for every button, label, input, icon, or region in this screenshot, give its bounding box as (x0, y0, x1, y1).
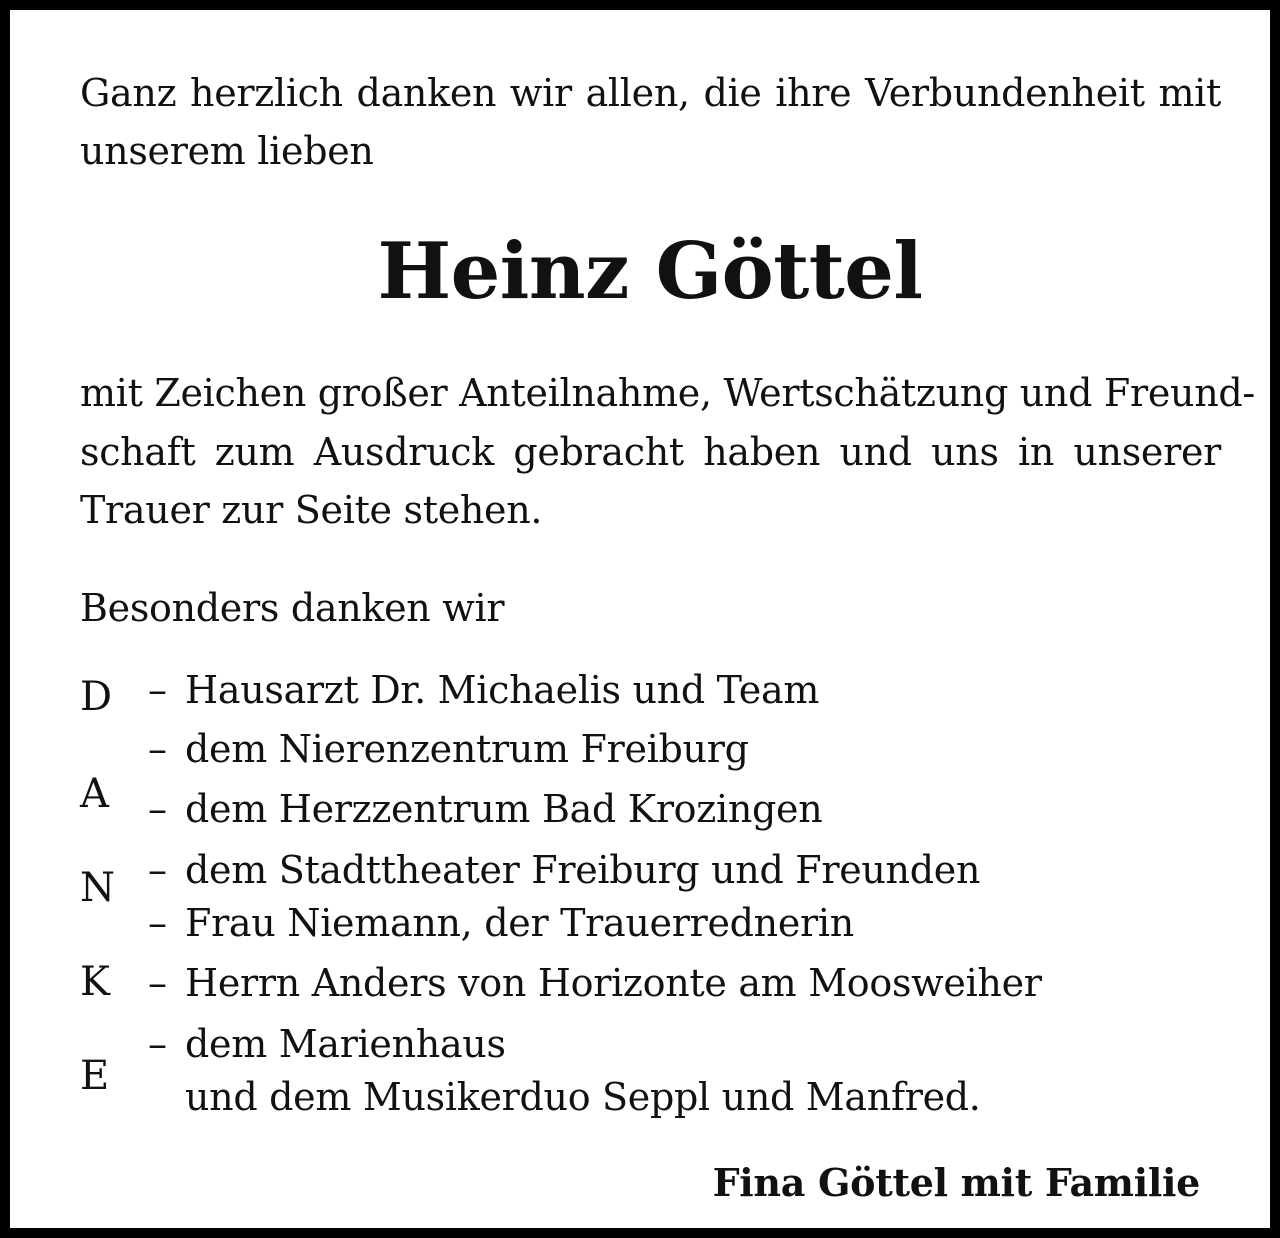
danke-letter-d: D (80, 674, 113, 720)
deceased-name: Heinz Göttel (377, 226, 923, 317)
list-dash: – (148, 727, 167, 771)
danke-letter-n: N (80, 865, 115, 911)
danke-letter-k: K (80, 959, 110, 1005)
body-line-3: Trauer zur Seite stehen. (80, 488, 543, 532)
thanks-item: Herrn Anders von Horizonte am Moosweiher (185, 961, 1042, 1005)
intro-line-1: Ganz herzlich danken wir allen, die ihre Verbundenheit mit (80, 71, 1221, 115)
thanks-heading: Besonders danken wir (80, 586, 505, 630)
danke-letter-e: E (80, 1053, 110, 1099)
list-dash: – (148, 961, 167, 1005)
thanks-item: dem Nierenzentrum Freiburg (185, 727, 749, 771)
thanks-item: Hausarzt Dr. Michaelis und Team (185, 668, 820, 712)
thanks-item: dem Stadttheater Freiburg und Freunden (185, 848, 981, 892)
list-dash: – (148, 1022, 167, 1066)
thanks-item: dem Marienhaus (185, 1022, 506, 1066)
intro-line-2: unserem lieben (80, 129, 374, 173)
list-dash: – (148, 848, 167, 892)
thanks-item-continuation: und dem Musikerduo Seppl und Manfred. (185, 1075, 981, 1119)
body-line-1: mit Zeichen großer Anteilnahme, Wertschätzung und Freund- (80, 371, 1255, 415)
body-line-2: schaft zum Ausdruck gebracht haben und uns in unserer (80, 430, 1221, 474)
danke-letter-a: A (80, 771, 109, 817)
list-dash: – (148, 901, 167, 945)
signature: Fina Göttel mit Familie (712, 1160, 1200, 1205)
thanks-item: Frau Niemann, der Trauerrednerin (185, 901, 854, 945)
thanks-item: dem Herzzentrum Bad Krozingen (185, 787, 823, 831)
list-dash: – (148, 668, 167, 712)
list-dash: – (148, 787, 167, 831)
